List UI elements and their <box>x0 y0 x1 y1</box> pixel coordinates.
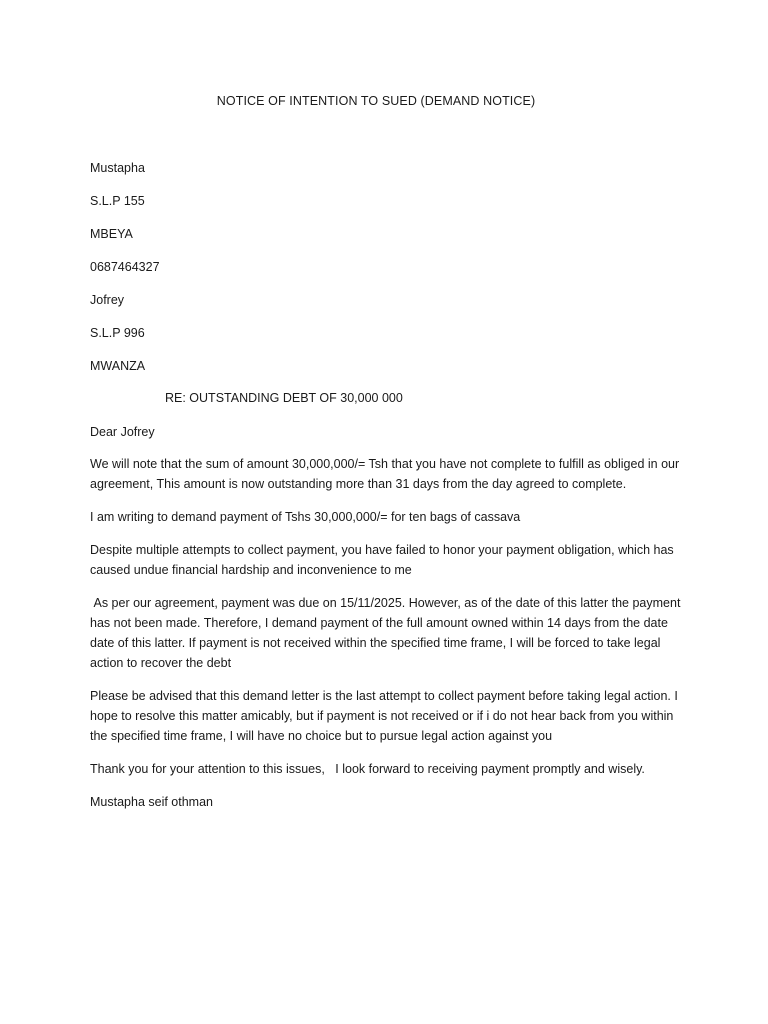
sender-city: MBEYA <box>90 227 133 241</box>
subject-line: RE: OUTSTANDING DEBT OF 30,000 000 <box>165 391 403 405</box>
paragraph: Despite multiple attempts to collect payment, you have failed to honor your payment obligation, which has caused undue financial hardship and inconvenience to me <box>90 543 674 577</box>
paragraph: Please be advised that this demand letter is the last attempt to collect payment before taking legal action. I hope to resolve this matter amicably, but if payment is not received or if i do not hear back from you within the specified time frame, I will have no choice but to pursue legal action against you <box>90 689 678 743</box>
salutation: Dear Jofrey <box>90 425 155 439</box>
recipient-city: MWANZA <box>90 359 146 373</box>
sender-po-box: S.L.P 155 <box>90 194 145 208</box>
signature: Mustapha seif othman <box>90 795 213 809</box>
paragraph: As per our agreement, payment was due on 15/11/2025. However, as of the date of this latter the payment has not been made. Therefore, I demand payment of the full amount owned within 14 days from the date date of this latter. If payment is not received within the specified time frame, I will be forced to take legal action to recover the debt <box>90 596 684 670</box>
recipient-name: Jofrey <box>90 293 125 307</box>
paragraph: Thank you for your attention to this issues, I look forward to receiving payment promptly and wisely. <box>90 762 645 776</box>
sender-name: Mustapha <box>90 161 145 175</box>
paragraph: We will note that the sum of amount 30,000,000/= Tsh that you have not complete to fulfill as obliged in our agreement, This amount is now outstanding more than 31 days from the day agreed to complete. <box>90 457 680 491</box>
recipient-po-box: S.L.P 996 <box>90 326 145 340</box>
paragraph: I am writing to demand payment of Tshs 30,000,000/= for ten bags of cassava <box>90 510 521 524</box>
sender-phone: 0687464327 <box>90 260 160 274</box>
document-title: NOTICE OF INTENTION TO SUED (DEMAND NOTICE) <box>216 94 536 108</box>
